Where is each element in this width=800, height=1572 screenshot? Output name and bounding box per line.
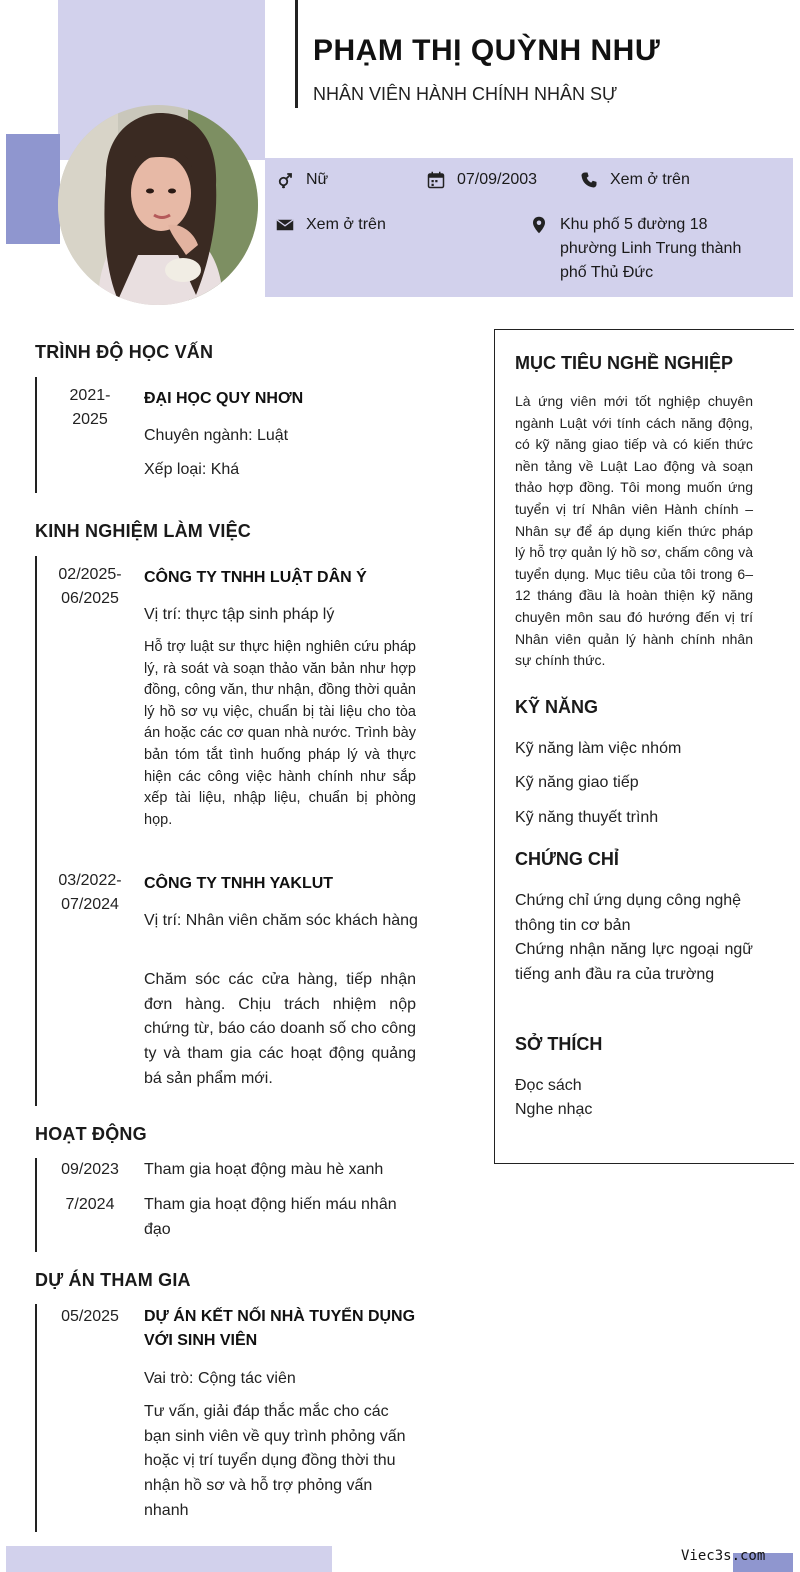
project-name: DỰ ÁN KẾT NỐI NHÀ TUYỂN DỤNG VỚI SINH VIÊN xyxy=(144,1308,416,1349)
left-accent-block xyxy=(6,134,60,244)
location-pin-icon xyxy=(530,213,552,237)
position: Vị trí: thực tập sinh pháp lý xyxy=(144,606,335,623)
job-title: NHÂN VIÊN HÀNH CHÍNH NHÂN SỰ xyxy=(313,84,618,104)
address-field xyxy=(530,213,760,285)
email-field xyxy=(276,213,386,237)
avatar xyxy=(58,105,258,305)
education-date: 2021- 2025 xyxy=(69,387,111,428)
hobbies-title: SỞ THÍCH xyxy=(515,1034,603,1054)
position: Vị trí: Nhân viên chăm sóc khách hàng xyxy=(144,912,418,929)
footer-decor-block xyxy=(6,1546,332,1572)
activity-date: 7/2024 xyxy=(65,1196,115,1213)
phone-icon xyxy=(580,168,602,192)
skill-item: Kỹ năng giao tiếp xyxy=(515,774,639,791)
phone-value: Xem ở trên xyxy=(610,171,690,188)
project-role: Vai trò: Cộng tác viên xyxy=(144,1370,296,1387)
skills-title: KỸ NĂNG xyxy=(515,697,599,717)
address-value: Khu phố 5 đường 18 phường Linh Trung thành phố Thủ Đức xyxy=(560,216,742,281)
hobby-item: Nghe nhạc xyxy=(515,1101,593,1118)
skill-item: Kỹ năng làm việc nhóm xyxy=(515,740,682,757)
grade: Xếp loại: Khá xyxy=(144,461,240,478)
gender-icon xyxy=(276,168,298,192)
envelope-icon xyxy=(276,213,298,237)
projects-title: DỰ ÁN THAM GIA xyxy=(35,1270,191,1290)
gender-value: Nữ xyxy=(306,171,329,188)
education-title: TRÌNH ĐỘ HỌC VẤN xyxy=(35,342,214,362)
activities-title: HOẠT ĐỘNG xyxy=(35,1124,147,1144)
experience-date: 02/2025- 06/2025 xyxy=(58,566,122,607)
experience-timeline-line xyxy=(35,556,37,1106)
experience-title: KINH NGHIỆM LÀM VIỆC xyxy=(35,521,252,541)
skill-item: Kỹ năng thuyết trình xyxy=(515,809,659,826)
phone-field xyxy=(580,168,690,192)
school-name: ĐẠI HỌC QUY NHƠN xyxy=(144,390,304,407)
activity-text: Tham gia hoạt động hiến máu nhân đạo xyxy=(144,1196,397,1238)
experience-date: 03/2022- 07/2024 xyxy=(58,872,122,913)
activity-date: 09/2023 xyxy=(61,1161,119,1178)
profile-photo xyxy=(58,105,258,305)
project-date: 05/2025 xyxy=(61,1308,119,1325)
calendar-icon xyxy=(427,168,449,192)
activity-text: Tham gia hoạt động màu hè xanh xyxy=(144,1161,384,1178)
certificate-item: Chứng chỉ ứng dụng công nghệ thông tin cơ bản xyxy=(515,892,742,934)
email-value: Xem ở trên xyxy=(306,216,386,233)
company-name: CÔNG TY TNHH LUẬT DÂN Ý xyxy=(144,569,367,586)
objective-text: Là ứng viên mới tốt nghiệp chuyên ngành Luật với tính cách năng động, có kỹ năng giao tiếp và có kiến thức nền tảng về Luật Lao động và soạn thảo hợp đồng. Tôi mong muốn ứng tuyển vị trí Nhân viên Hành chính – Nhân sự để áp dụng kiến thức pháp lý hỗ trợ quản lý hồ sơ, chấm công và tuyển dụng. Mục tiêu của tôi trong 6–12 tháng đầu là hoàn thiện kỹ năng chuyên môn sau đó hướng đến vị trí Nhân viên quản lý hành chính nhân sự chính thức. xyxy=(515,393,753,669)
birthday-field xyxy=(427,168,537,192)
gender-field xyxy=(276,168,328,192)
name-accent-bar xyxy=(295,0,298,108)
job-description: Hỗ trợ luật sư thực hiện nghiên cứu pháp lý, rà soát và soạn thảo văn bản như hợp đồng, công văn, thư nhận, đồng thời quản lý hồ sơ vụ việc, chuẩn bị tài liệu cho tòa án hoặc các cơ quan nhà nước. Trình bày bản tóm tắt tình huống pháp lý và thực hiện các công việc hành chính như sắp xếp tài liệu, nhập liệu, chuẩn bị phòng họp. xyxy=(144,639,416,828)
certificate-item: Chứng nhận năng lực ngoại ngữ tiếng anh đầu ra của trường xyxy=(515,941,753,983)
objective-title: MỤC TIÊU NGHỀ NGHIỆP xyxy=(515,353,734,373)
birthday-value: 07/09/2003 xyxy=(457,171,538,188)
job-description: Chăm sóc các cửa hàng, tiếp nhận đơn hàng. Chịu trách nhiệm nộp chứng từ, báo cáo doanh số cho công ty và tham gia các hoạt động quảng bá sản phẩm mới. xyxy=(144,971,416,1087)
candidate-name: PHẠM THỊ QUỲNH NHƯ xyxy=(313,34,661,67)
certificates-title: CHỨNG CHỈ xyxy=(515,849,619,869)
watermark: Viec3s.com xyxy=(681,1548,766,1564)
projects-timeline-line xyxy=(35,1304,37,1532)
hobby-item: Đọc sách xyxy=(515,1077,582,1094)
project-description: Tư vấn, giải đáp thắc mắc cho các bạn sinh viên về quy trình phỏng vấn hoặc vị trí tuyển dụng đồng thời thu nhận hồ sơ và hỗ trợ phỏng vấn nhanh xyxy=(144,1403,406,1519)
major: Chuyên ngành: Luật xyxy=(144,427,289,444)
company-name: CÔNG TY TNHH YAKLUT xyxy=(144,875,334,892)
